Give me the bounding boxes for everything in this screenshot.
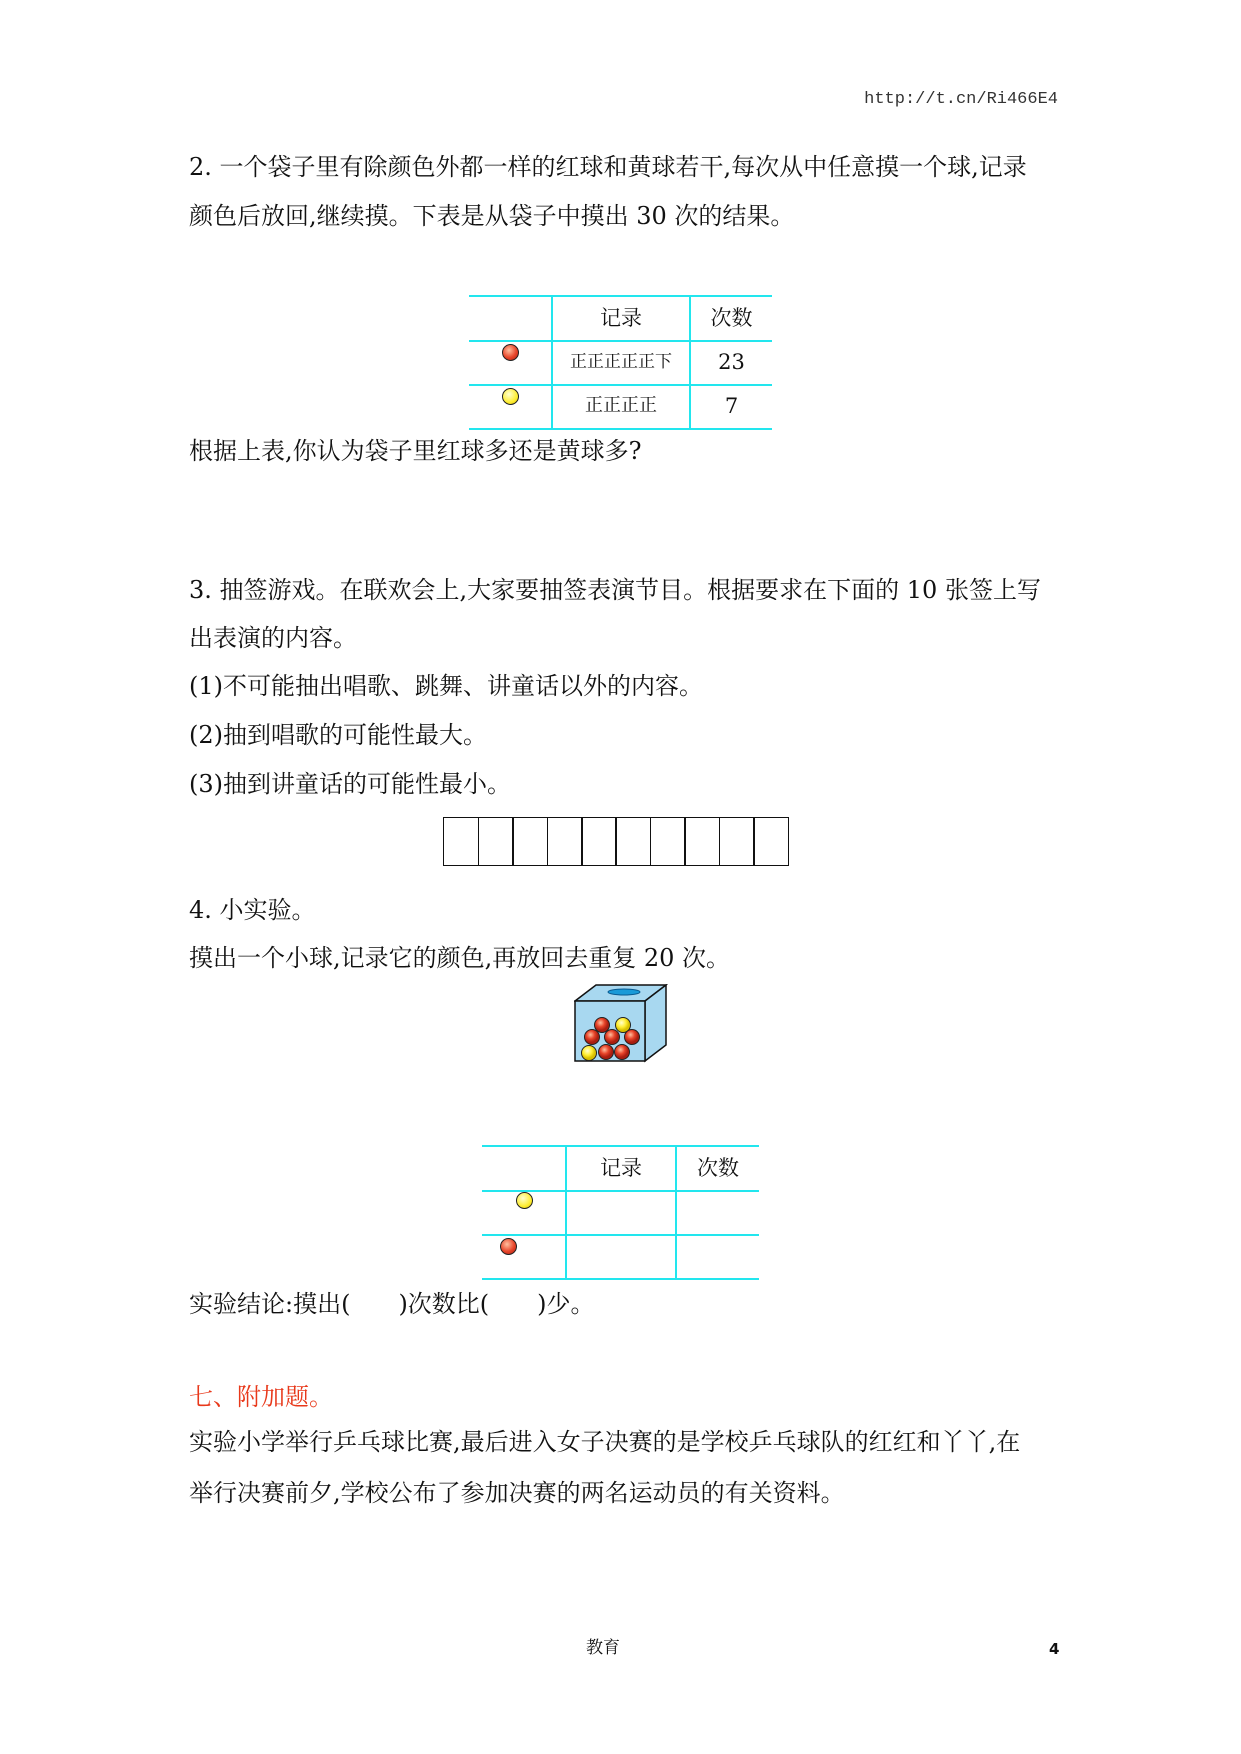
extra-line2: 举行决赛前夕,学校公布了参加决赛的两名运动员的有关资料。 (189, 1479, 845, 1507)
slip-box[interactable] (547, 817, 583, 866)
q3-req1: (1)不可能抽出唱歌、跳舞、讲童话以外的内容。 (189, 672, 703, 700)
header-count: 次数 (697, 1156, 739, 1180)
q4-conclusion: 实验结论:摸出( )次数比( )少。 (189, 1290, 595, 1318)
slip-box[interactable] (443, 817, 479, 866)
q4-title: 4. 小实验。 (189, 896, 316, 924)
q3-req3: (3)抽到讲童话的可能性最小。 (189, 770, 511, 798)
slip-box[interactable] (753, 817, 789, 866)
q3-line1: 3. 抽签游戏。在联欢会上,大家要抽签表演节目。根据要求在下面的 10 张签上写 (189, 576, 1041, 604)
yellow-ball-icon (516, 1192, 533, 1209)
tally-red: 正正正正正下 (570, 352, 672, 372)
table-line (482, 1145, 759, 1147)
table-line (482, 1278, 759, 1280)
section-heading: 七、附加题。 (189, 1383, 333, 1411)
ball-box-illustration (574, 984, 668, 1064)
header-record: 记录 (600, 1156, 642, 1180)
slip-box[interactable] (615, 817, 651, 866)
q2-question: 根据上表,你认为袋子里红球多还是黄球多? (189, 437, 642, 465)
q3-line2: 出表演的内容。 (189, 624, 357, 652)
slip-box[interactable] (512, 817, 548, 866)
q3-req2: (2)抽到唱歌的可能性最大。 (189, 721, 487, 749)
red-ball-icon (500, 1238, 517, 1255)
slip-box[interactable] (581, 817, 617, 866)
table-line (469, 428, 772, 430)
q2-line1: 2. 一个袋子里有除颜色外都一样的红球和黄球若干,每次从中任意摸一个球,记录 (189, 153, 1027, 181)
yellow-ball-icon (502, 388, 519, 405)
source-url: http://t.cn/Ri466E4 (864, 90, 1058, 109)
page-number: 4 (1049, 1640, 1060, 1658)
count-red: 23 (718, 350, 745, 374)
extra-line1: 实验小学举行乒乓球比赛,最后进入女子决赛的是学校乒乓球队的红红和丫丫,在 (189, 1428, 1021, 1456)
header-count: 次数 (710, 306, 753, 330)
lottery-slips (445, 817, 789, 866)
q2-line2: 颜色后放回,继续摸。下表是从袋子中摸出 30 次的结果。 (189, 202, 795, 230)
tally-yellow: 正正正正 (585, 395, 657, 416)
table-line (482, 1234, 759, 1236)
table-line (469, 295, 772, 297)
header-record: 记录 (600, 306, 642, 330)
slip-box[interactable] (478, 817, 514, 866)
q4-instruction: 摸出一个小球,记录它的颜色,再放回去重复 20 次。 (189, 944, 731, 972)
slip-box[interactable] (719, 817, 755, 866)
footer-text: 教育 (586, 1638, 620, 1658)
slip-box[interactable] (684, 817, 720, 866)
red-ball-icon (502, 344, 519, 361)
slip-box[interactable] (650, 817, 686, 866)
count-yellow: 7 (724, 394, 739, 418)
